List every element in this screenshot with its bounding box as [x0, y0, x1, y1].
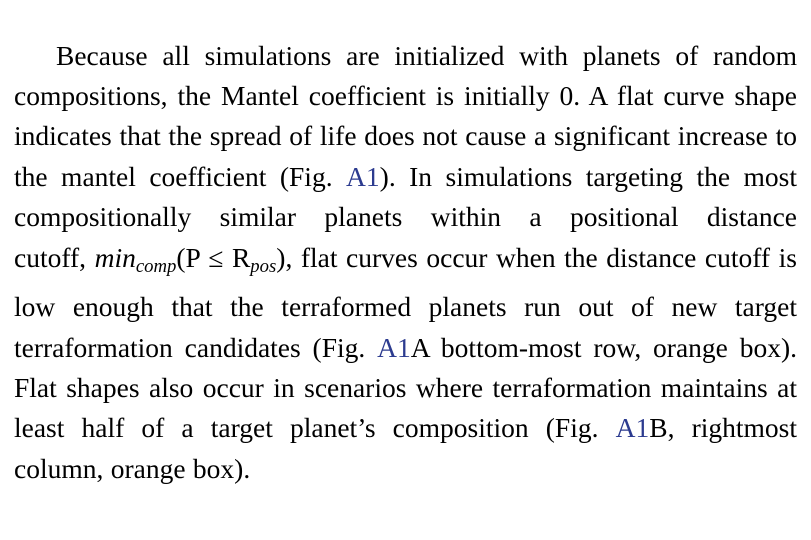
inline-math-expression — [94, 241, 286, 277]
figure-reference-a1-first[interactable]: A1 — [346, 160, 380, 192]
body-paragraph — [14, 36, 797, 490]
math-open-paren: (P ≤ R — [176, 241, 251, 273]
paragraph-text-segment-4: A bottom-most row, orange box). Flat shapes also occur in scenarios where terraformation maintains at least half of a target planet’s composition (Fig. — [14, 331, 797, 444]
figure-reference-a1-third[interactable]: A1 — [615, 412, 650, 444]
math-min-operator: min — [94, 241, 136, 273]
paragraph-text-segment-1: Because all simulations are initialized with planets of random compositions, the Mantel coefficient is initially 0. A flat curve shape indicates that the spread of life does not cause a significant increase to the mantel coefficient (Fig. — [14, 39, 797, 192]
math-close-paren: ) — [276, 241, 286, 273]
paragraph-text-segment-2: ). In simulations targeting the most compositionally similar planets within a positional distance cutoff, — [14, 160, 797, 273]
paragraph-text-segment-3: , flat curves occur when the distance cutoff is low enough that the terraformed planets run out of new target terraformation candidates (Fig. — [14, 241, 797, 363]
paragraph-text-segment-5: B, rightmost column, orange box). — [14, 412, 797, 484]
math-pos-subscript: pos — [250, 255, 277, 277]
figure-reference-a1-second[interactable]: A1 — [377, 331, 411, 363]
math-min-subscript: comp — [135, 255, 177, 277]
